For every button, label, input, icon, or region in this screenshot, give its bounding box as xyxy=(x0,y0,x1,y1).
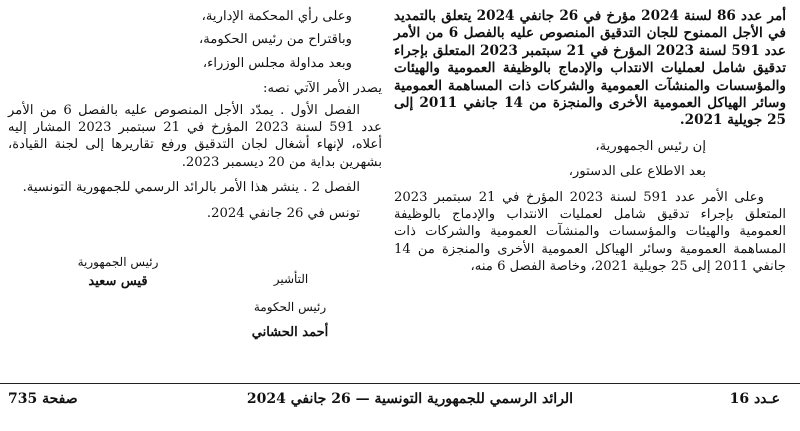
pm-proposal: وباقتراح من رئيس الحكومة، xyxy=(199,32,352,48)
right-column xyxy=(394,8,786,276)
council-deliberation: وبعد مداولة مجلس الوزراء، xyxy=(202,55,352,71)
footer-page-number: صفحة 735 xyxy=(8,391,78,407)
left-column xyxy=(8,8,382,222)
article-1: الفصل الأول . يمدّد الأجل المنصوص عليه بالفصل 6 من الأمر عدد 591 لسنة 2023 المؤرخ في 21 سبتمبر 2023 المشار إليه أعلاه، لإنهاء أشغال لجان التدقيق ورفع تقاريرها إلى لجنة القيادة، بشهرين بداية من 20 ديسمبر 2023. xyxy=(8,102,383,170)
footer-issue-number: عـدد 16 xyxy=(729,391,780,407)
president-label: رئيس الجمهورية xyxy=(77,255,159,269)
decree-visa-591: وعلى الأمر عدد 591 لسنة 2023 المؤرخ في 21 سبتمبر 2023 المتعلق بإجراء تدقيق شامل لعمليات الانتداب والإدماج بالوظيفة العمومية والهيئات والمؤسسات والمنشآت العمومية والشركات ذات المساهمة العمومية وسائر الهياكل العمومية الأخرى والمنجزة من 14 جانفي 2011 إلى 25 جويلية 2021، وخاصة الفصل 6 منه، xyxy=(394,189,786,275)
decree-constitution-visa: بعد الاطلاع على الدستور، xyxy=(568,164,706,180)
issuance-line: يصدر الأمر الآتي نصه: xyxy=(263,81,382,97)
decree-title: أمر عدد 86 لسنة 2024 مؤرخ في 26 جانفي 2024 يتعلق بالتمديد في الأجل الممنوح للجان التدقيق المنصوص عليه بالفصل 6 من الأمر عدد 591 لسنة 2023 المؤرخ في 21 سبتمبر 2023 المتعلق بإجراء تدقيق شامل لعمليات الانتداب والإدماج بالوظيفة العمومية والهيئات والمؤسسات والمنشآت العمومية والشركات ذات المساهمة العمومية وسائر الهياكل العمومية الأخرى والمنجزة من 14 جانفي 2011 إلى 25 جويلية 2021. xyxy=(394,8,787,129)
president-name: قيس سعيد xyxy=(88,274,148,289)
countersign-label: التأشير xyxy=(273,272,309,286)
place-date: تونس في 26 جانفي 2024. xyxy=(206,205,360,221)
footer-journal-title: الرائد الرسمي للجمهورية التونسية — 26 جانفي 2024 xyxy=(246,391,574,407)
article-2: الفصل 2 . ينشر هذا الأمر بالرائد الرسمي للجمهورية التونسية. xyxy=(22,180,360,196)
pm-name: أحمد الحشاني xyxy=(251,325,329,340)
court-opinion: وعلى رأي المحكمة الإدارية، xyxy=(201,9,352,24)
pm-label: رئيس الحكومة xyxy=(253,300,327,314)
decree-addressee: إن رئيس الجمهورية، xyxy=(595,138,706,154)
footer-divider xyxy=(0,383,800,384)
